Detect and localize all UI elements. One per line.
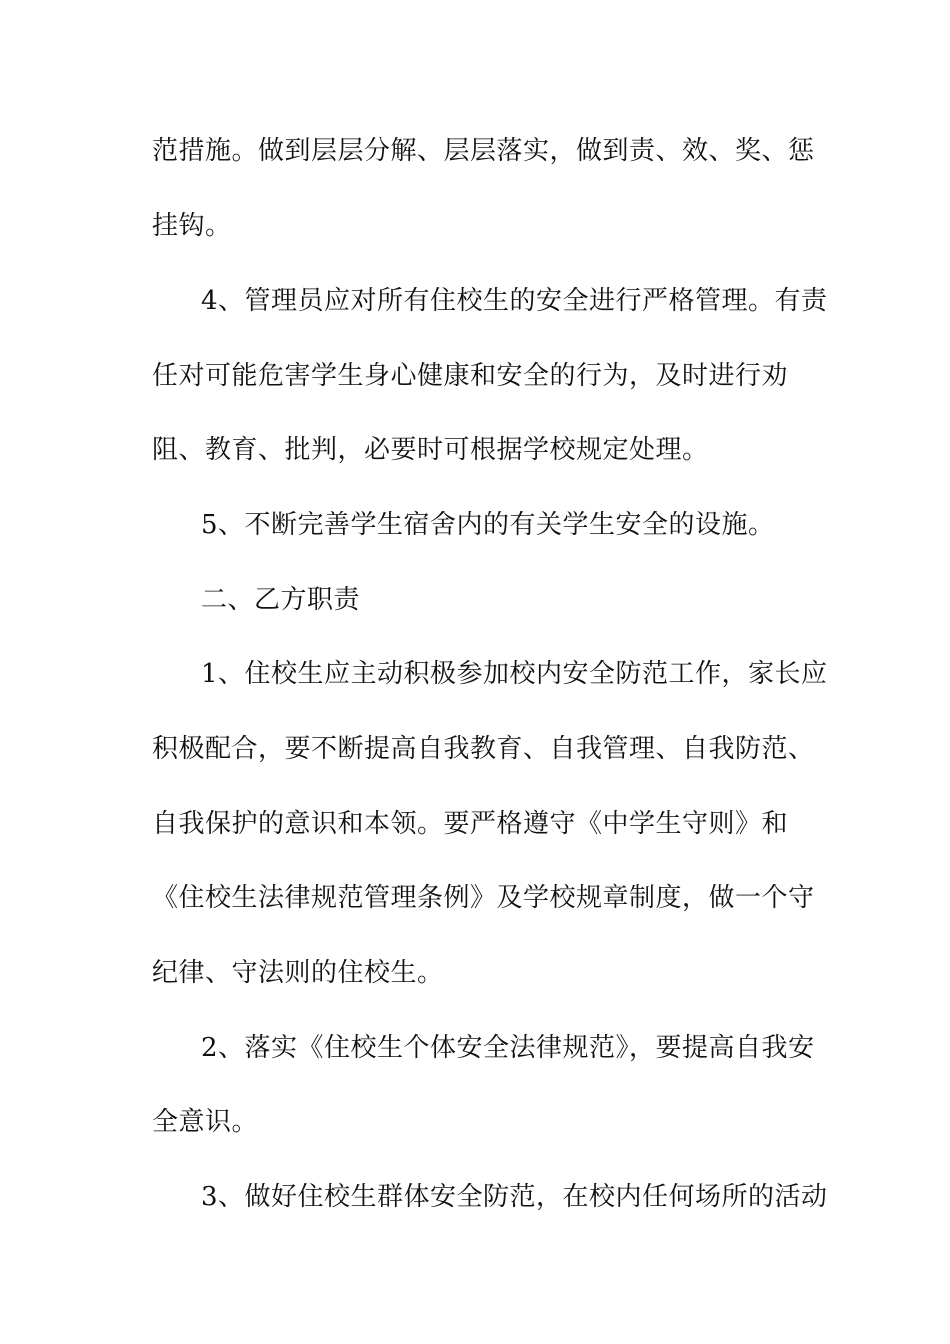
paragraph-4-line-1: 4、管理员应对所有住校生的安全进行严格管理。有责 <box>201 286 828 316</box>
paragraph-b2-line-1: 2、落实《住校生个体安全法律规范》，要提高自我安 <box>201 1033 815 1063</box>
paragraph-4-line-3: 阻、教育、批判，必要时可根据学校规定处理。 <box>152 435 709 465</box>
paragraph-b3-line-1: 3、做好住校生群体安全防范，在校内任何场所的活动 <box>201 1182 828 1212</box>
section-heading-party-b: 二、乙方职责 <box>201 585 361 615</box>
paragraph-b1-line-1: 1、住校生应主动积极参加校内安全防范工作，家长应 <box>201 659 828 689</box>
paragraph-5-line-1: 5、不断完善学生宿舍内的有关学生安全的设施。 <box>201 510 775 540</box>
paragraph-4-line-2: 任对可能危害学生身心健康和安全的行为，及时进行劝 <box>152 361 789 391</box>
paragraph-b1-line-5: 纪律、守法则的住校生。 <box>152 958 444 988</box>
paragraph-b2-line-2: 全意识。 <box>152 1107 259 1137</box>
paragraph-b1-line-3: 自我保护的意识和本领。要严格遵守《中学生守则》和 <box>152 809 789 839</box>
paragraph-b1-line-2: 积极配合，要不断提高自我教育、自我管理、自我防范、 <box>152 734 815 764</box>
paragraph-b1-line-4: 《住校生法律规范管理条例》及学校规章制度，做一个守 <box>152 883 815 913</box>
text-line-2: 挂钩。 <box>152 211 232 241</box>
text-line-1: 范措施。做到层层分解、层层落实，做到责、效、奖、惩 <box>152 136 815 166</box>
